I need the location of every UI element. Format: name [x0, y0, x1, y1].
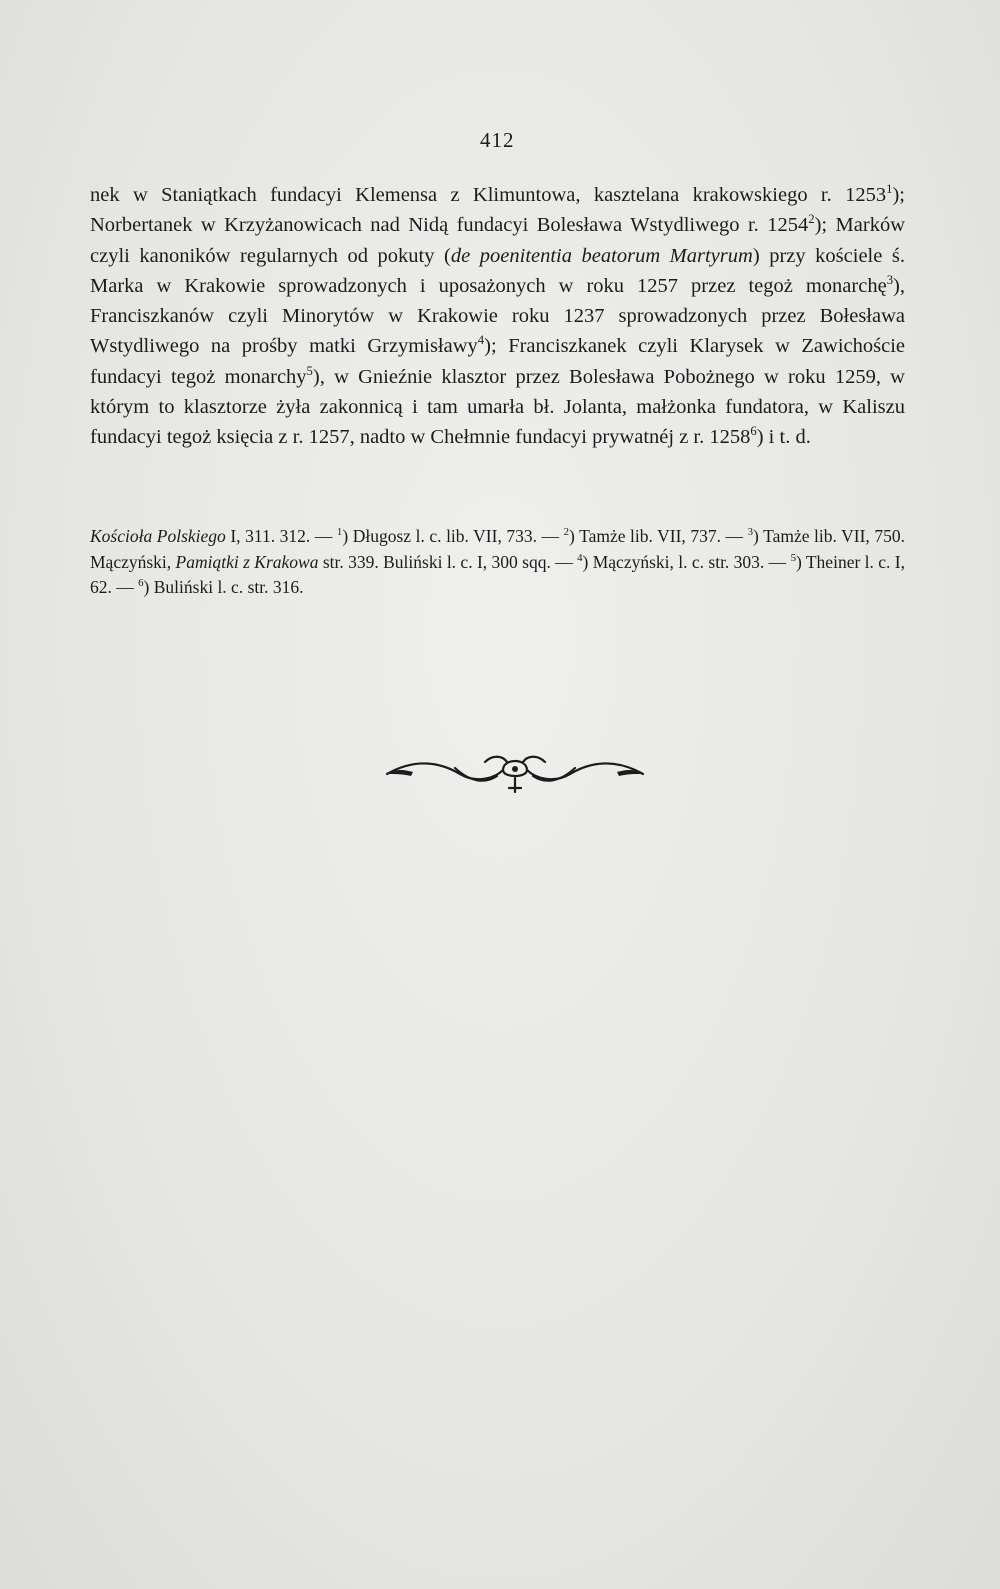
italic-title: Kościoła Polskiego — [90, 526, 226, 546]
footnote-marker: 3 — [747, 526, 754, 539]
text-run: ) i t. d. — [756, 426, 811, 449]
paragraph-text — [90, 180, 905, 453]
text-run: I, 311. 312. — — [225, 526, 337, 546]
text-run: ); Marków czyli kanoników regularnych od pokuty ( — [90, 214, 905, 267]
footnote-ref: 5 — [306, 363, 313, 378]
footnote-ref: 1 — [886, 182, 893, 197]
text-run: str. 339. Buliński l. c. I, 300 sqq. — — [318, 551, 578, 572]
italic-latin-phrase: de poenitentia beatorum Martyrum — [450, 244, 753, 267]
text-run: ) Tamże lib. VII, 737. — — [569, 526, 748, 546]
page-number: 412 — [480, 128, 515, 152]
italic-title: Pamiątki z Krakowa — [175, 551, 319, 572]
text-run: ) Buliński l. c. str. 316. — [143, 577, 304, 597]
decorative-flourish-icon — [385, 748, 645, 796]
footnote-marker: 4 — [577, 551, 583, 564]
text-run: ) przy kościele ś. Marka w Krakowie sprowadzonych i uposażonych w roku 1257 przez tegoż monarchę — [90, 244, 906, 297]
text-run: ) Mączyński, l. c. str. 303. — — [582, 551, 791, 572]
text-run: ), Franciszkanów czyli Minorytów w Krakowie roku 1237 sprowadzonych przez Bołesława Wstydliwego na prośby matki Grzymisławy — [90, 274, 905, 358]
text-run: ); Norbertanek w Krzyżanowicach nad Nidą fundacyi Bolesława Wstydliwego r. 1254 — [90, 184, 905, 237]
footnote-marker: 2 — [563, 526, 570, 539]
text-run: ) Theiner l. c. I, 62. — — [90, 551, 905, 597]
footnote-text — [90, 524, 905, 601]
footnote-marker: 6 — [138, 577, 144, 590]
footnote-marker: 5 — [790, 551, 796, 564]
footnote-ref: 2 — [808, 212, 815, 227]
footnote-ref: 4 — [477, 333, 485, 348]
body-paragraph — [90, 180, 905, 453]
text-run: ) Długosz l. c. lib. VII, 733. — — [342, 526, 564, 546]
footnote-marker: 1 — [336, 526, 343, 539]
text-run: nek w Staniątkach fundacyi Klemensa z Klimuntowa, kasztelana krakowskiego r. 1253 — [90, 184, 887, 206]
text-run: ), w Gnieźnie klasztor przez Bolesława Pobożnego w roku 1259, w którym to klasztorze żyła zakonnicą i tam umarła bł. Jolanta, małżonka fundatora, w Kaliszu fundacyi tegoż księcia z r. 1257, nadto w Chełmnie fundacyi prywatnéj z r. 1258 — [90, 365, 905, 449]
text-run: ) Tamże lib. VII, 750. Mączyński, — [90, 526, 905, 572]
footnotes-block — [90, 524, 905, 601]
footnote-ref: 3 — [886, 273, 894, 288]
footnote-ref: 6 — [750, 424, 757, 439]
text-run: ); Franciszkanek czyli Klarysek w Zawichoście fundacyi tegoż monarchy — [90, 335, 906, 388]
